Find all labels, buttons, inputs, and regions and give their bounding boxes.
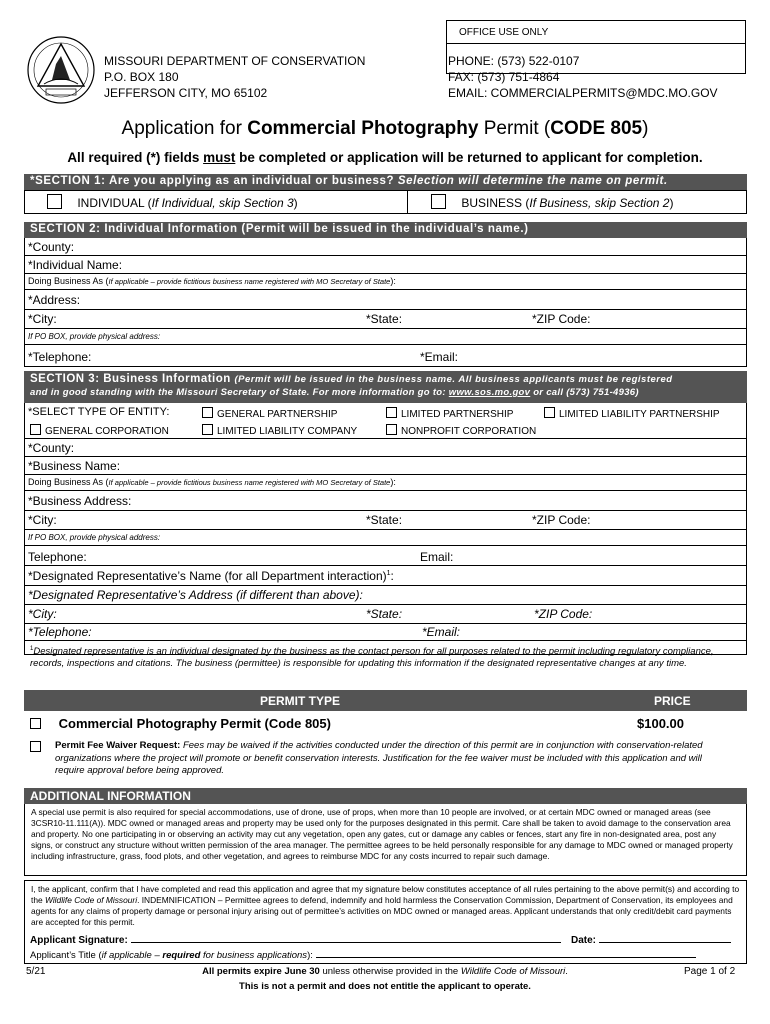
section3-title: SECTION 3: Business Information [30, 373, 231, 385]
date-row[interactable] [571, 934, 731, 946]
nonprofit-checkbox[interactable] [386, 424, 397, 435]
title-part5: ) [642, 118, 649, 139]
business-end: ) [669, 196, 674, 210]
s2-telephone-label: *Telephone: [28, 350, 92, 364]
title-part4: CODE 805 [550, 118, 643, 139]
section3-note2a: and in good standing with the Missouri Secretary of State. For more information go to: [30, 387, 449, 398]
permit-805-checkbox[interactable] [30, 718, 41, 729]
s2-name-label: *Individual Name: [28, 258, 123, 272]
signature-label: Applicant Signature: [30, 935, 128, 946]
section2-header [24, 222, 747, 238]
notice-after: be completed or application will be returned to applicant for completion. [235, 150, 703, 165]
rep-city-label: *City: [28, 607, 57, 621]
cert-text-b: . INDEMNIFICATION – Permittee agrees to defend, indemnify and hold harmless the Conservation Commission, Department of Conservation, its employees and agents for any claims of property damage or personal injury arising out of permittee’s activities on MDC owned or managed areas. Applicant understands that only credit/debit card payments are accepted for this permit. [31, 895, 733, 927]
s3-dba-label: Doing Business As ( [28, 477, 109, 487]
required-fields-notice [0, 150, 770, 165]
section2-title: SECTION 2: Individual Information (Permit will be issued in the individual’s name.) [30, 223, 529, 235]
entity-llc[interactable] [202, 424, 357, 437]
permit-805-name: Commercial Photography Permit (Code 805) [58, 716, 331, 731]
applicant-title-required: required [162, 950, 201, 961]
footnote-mark: 1 [30, 646, 34, 652]
s2-pobox-row[interactable] [24, 329, 747, 345]
limited-partnership-label: LIMITED PARTNERSHIP [401, 409, 514, 420]
llp-checkbox[interactable] [544, 407, 555, 418]
expire-wildlife-code: Wildlife Code of Missouri [460, 966, 566, 977]
applicant-title-row[interactable] [30, 950, 696, 961]
s3-entity-row [24, 403, 747, 439]
additional-info-text: A special use permit is also required for special accommodations, use of drone, use of props, when more than 10 people are involved, or at certain MDC owned or managed areas (see 3CSR10-11.111(A)). MDC owned or managed areas and property may be used only for the purposes designated in this permit. Care shall be taken to avoid damage to the conservation area and property. No one participating in or observing an activity may cut any vegetation, open any gates, cut or damage any cables or fences, start any fire in non-designated area, post any signs, or construct any structure without written permission of the area manager. The permittee agrees to be held personally responsible for any damage to MDC owned or managed property including infrastructure, grass, food plots, and other vegetation, and agrees to reimburse MDC for any costs incurred to repair such damage. [31, 807, 733, 861]
signature-line[interactable] [131, 934, 561, 943]
page-number: Page 1 of 2 [684, 966, 736, 977]
s2-pobox-note: If PO BOX, provide physical address: [28, 332, 161, 341]
sos-link[interactable]: www.sos.mo.gov [448, 387, 531, 398]
s3-phone-row[interactable] [24, 546, 747, 566]
llp-label: LIMITED LIABILITY PARTNERSHIP [559, 409, 720, 420]
entity-general-partnership[interactable] [202, 407, 337, 420]
s3-dba-note: If applicable – provide fictitious business name registered with MO Secretary of State [108, 478, 391, 487]
additional-info-box [24, 804, 747, 876]
fee-waiver-label: Permit Fee Waiver Request: [55, 740, 181, 751]
entity-nonprofit[interactable] [386, 424, 536, 437]
s3-city-label: *City: [28, 513, 57, 527]
s2-email-label: *Email: [420, 350, 459, 364]
s3-dba-row[interactable] [24, 475, 747, 491]
business-label: BUSINESS ( [461, 196, 530, 210]
general-corp-label: GENERAL CORPORATION [45, 426, 169, 437]
s3-county-row[interactable] [24, 439, 747, 457]
general-partnership-label: GENERAL PARTNERSHIP [217, 409, 338, 420]
s3-pobox-note: If PO BOX, provide physical address: [28, 533, 161, 542]
entity-general-corp[interactable] [30, 424, 169, 437]
agency-email: EMAIL: COMMERCIALPERMITS@MDC.MO.GOV [448, 86, 718, 100]
rep-name-end: : [390, 569, 394, 583]
s3-business-name-row[interactable] [24, 457, 747, 475]
title-part1: Application for [121, 118, 248, 139]
additional-info-header [24, 788, 747, 804]
s3-email-label: Email: [420, 550, 454, 564]
s3-city-row[interactable] [24, 511, 747, 530]
rep-telephone-label: *Telephone: [28, 625, 92, 639]
s3-rep-address-row[interactable] [24, 586, 747, 605]
applicant-title-line[interactable] [316, 950, 696, 958]
rep-state-label: *State: [366, 607, 403, 621]
mdc-seal-logo [24, 34, 98, 106]
revision-date: 5/21 [26, 966, 46, 977]
additional-info-title: ADDITIONAL INFORMATION [30, 789, 191, 803]
individual-checkbox[interactable] [47, 194, 62, 209]
s2-dba-note: If applicable – provide fictitious business name registered with MO Secretary of State [108, 277, 391, 286]
general-corp-checkbox[interactable] [30, 424, 41, 435]
section1-options [24, 190, 747, 214]
permit-805-price: $100.00 [637, 716, 684, 731]
agency-po-box: P.O. BOX 180 [104, 70, 179, 84]
form-title [0, 118, 770, 140]
title-part2: Commercial Photography [247, 118, 479, 139]
s2-zip-label: *ZIP Code: [532, 312, 591, 326]
s2-phone-row[interactable] [24, 345, 747, 367]
s3-telephone-label: Telephone: [28, 550, 87, 564]
agency-address-block [104, 53, 365, 101]
s3-zip-label: *ZIP Code: [532, 513, 591, 527]
applicant-title-note: if applicable – [101, 950, 163, 961]
entity-llp[interactable] [544, 407, 720, 420]
fee-waiver-checkbox[interactable] [30, 741, 41, 752]
notice-must: must [203, 150, 236, 165]
applicant-title-label: Applicant’s Title ( [30, 950, 102, 961]
agency-fax: FAX: (573) 751-4864 [448, 70, 560, 84]
rep-zip-label: *ZIP Code: [534, 607, 593, 621]
s3-rep-phone-row[interactable] [24, 624, 747, 641]
title-part3: Permit ( [478, 118, 551, 139]
expire-normal: unless otherwise provided in the [319, 966, 461, 977]
individual-option[interactable] [47, 194, 298, 210]
applicant-title-note2: for business applications [200, 950, 308, 961]
agency-name: MISSOURI DEPARTMENT OF CONSERVATION [104, 54, 366, 68]
fee-waiver-text [55, 740, 715, 778]
agency-phone: PHONE: (573) 522-0107 [448, 54, 580, 68]
s2-address-row[interactable] [24, 290, 747, 310]
business-note: If Business, skip Section 2 [529, 196, 670, 210]
permit-table-header [24, 690, 747, 711]
section1-title-italic: Selection will determine the name on permit. [397, 175, 668, 187]
entity-limited-partnership[interactable] [386, 407, 513, 420]
s3-state-label: *State: [366, 513, 403, 527]
s2-name-row[interactable] [24, 256, 747, 274]
cert-wildlife-code: Wildlife Code of Missouri [44, 895, 138, 905]
s3-dba-end: ): [390, 477, 396, 487]
not-a-permit-notice: This is not a permit and does not entitle the applicant to operate. [239, 981, 531, 992]
s2-dba-row[interactable] [24, 274, 747, 290]
rep-address-label: *Designated Representative’s Address (if different than above): [28, 588, 363, 602]
rep-name-label: *Designated Representative’s Name (for all Department interaction) [28, 569, 387, 583]
s2-county-label: *County: [28, 240, 75, 254]
applicant-title-end: ): [307, 950, 313, 961]
s2-address-label: *Address: [28, 293, 81, 307]
footnote-text: Designated representative is an individual designated by the business as the contact person for all purposes related to the permit including regulatory compliance, records, inspections and citations. The business (permittee) is responsible for updating this information if the designated representative changes at any time. [30, 646, 714, 669]
s2-county-row[interactable] [24, 238, 747, 256]
s3-business-name-label: *Business Name: [28, 459, 121, 473]
s3-pobox-row[interactable] [24, 530, 747, 546]
individual-note: If Individual, skip Section 3 [151, 196, 294, 210]
expire-end: . [565, 966, 568, 977]
signature-row[interactable] [30, 934, 561, 946]
agency-contact-block [448, 53, 718, 101]
rep-name-footnote-mark: 1 [386, 570, 391, 577]
permit-item-row[interactable] [30, 716, 331, 731]
entity-type-label: *SELECT TYPE OF ENTITY: [28, 406, 170, 418]
fee-waiver-checkbox-wrap[interactable] [30, 738, 45, 756]
s3-address-label: *Business Address: [28, 494, 132, 508]
s2-dba-label: Doing Business As ( [28, 276, 109, 286]
price-header: PRICE [654, 694, 691, 708]
s3-rep-city-row[interactable] [24, 605, 747, 624]
s3-county-label: *County: [28, 441, 75, 455]
limited-partnership-checkbox[interactable] [386, 407, 397, 418]
section1-header [24, 174, 747, 190]
fee-waiver-description: Fees may be waived if the activities conducted under the direction of this permit are in conjunction with conservation-related organizations where the project will promote or benefit conservation interests. Justification for the fee waiver must be included with this application and will require approval before being approved. [55, 740, 703, 776]
s2-state-label: *State: [366, 312, 403, 326]
s2-dba-end: ): [390, 276, 396, 286]
rep-email-label: *Email: [422, 625, 461, 639]
s2-city-label: *City: [28, 312, 57, 326]
nonprofit-label: NONPROFIT CORPORATION [401, 426, 537, 437]
individual-label: INDIVIDUAL ( [77, 196, 152, 210]
agency-city: JEFFERSON CITY, MO 65102 [104, 86, 268, 100]
s2-city-row[interactable] [24, 310, 747, 329]
section1-title: *SECTION 1: Are you applying as an individual or business? [30, 175, 395, 187]
rep-footnote [30, 644, 742, 669]
s3-address-row[interactable] [24, 491, 747, 511]
llc-label: LIMITED LIABILITY COMPANY [217, 426, 358, 437]
llc-checkbox[interactable] [202, 424, 213, 435]
business-option[interactable] [431, 194, 673, 210]
notice-before: All required (*) fields [67, 150, 204, 165]
section3-note2b: or call (573) 751-4936) [530, 387, 639, 398]
date-line[interactable] [599, 934, 731, 943]
business-checkbox[interactable] [431, 194, 446, 209]
general-partnership-checkbox[interactable] [202, 407, 213, 418]
expiration-notice [0, 966, 770, 977]
expire-bold: All permits expire June 30 [202, 966, 320, 977]
section3-header [24, 371, 747, 403]
section3-note1: (Permit will be issued in the business name. All business applicants must be registered [234, 374, 673, 385]
s3-rep-name-row[interactable] [24, 566, 747, 586]
date-label: Date: [571, 935, 597, 946]
cert-text-a: I, the applicant, confirm that I have completed and read this application and agree that my signature below constitutes acceptance of all rules pertaining to the above permit(s) and according to the [31, 884, 740, 905]
individual-end: ) [293, 196, 298, 210]
office-use-only-label: OFFICE USE ONLY [459, 27, 549, 38]
permit-type-header: PERMIT TYPE [260, 694, 341, 708]
